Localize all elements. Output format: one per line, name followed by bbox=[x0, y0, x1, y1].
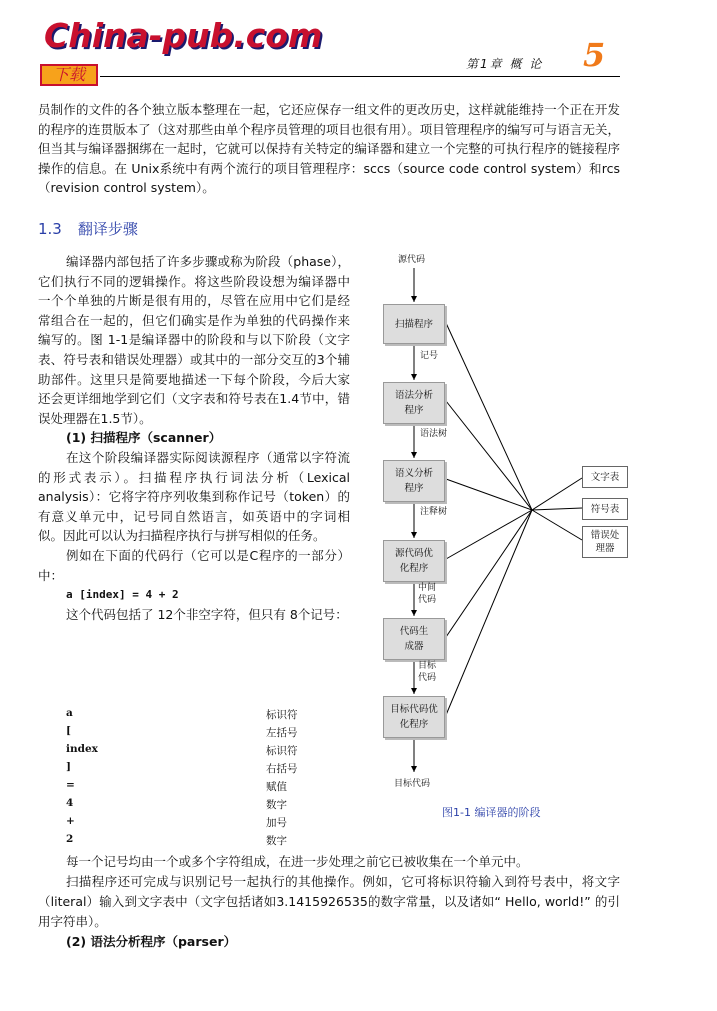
edge-label-target-code: 目标代码 bbox=[417, 661, 436, 683]
download-badge[interactable]: 下载 bbox=[40, 64, 98, 86]
code-line: a [index] = 4 + 2 bbox=[66, 588, 179, 602]
subheading-scanner: (1) 扫描程序（scanner） bbox=[66, 430, 222, 446]
paragraph-phases: 编译器内部包括了许多步骤或称为阶段（phase），它们执行不同的逻辑操作。将这些阶段设想为编译器中一个个单独的片断是很有用的，尽管在应用中它们是经常组合在一起的，但它们确实是作为单独的代码操作来编写的。图 1-1是编译器中的阶段和与以下阶段（文字表、符号表和错误处理器）或其中的一部分交互的3个辅助部件。这里只是简要地描述一下每个阶段，今后大家还会更详细地学到它们（文字表和符号表在1.4节中，错误处理器在1.5节）。 bbox=[38, 254, 350, 426]
fan-lines bbox=[446, 323, 582, 715]
paragraph-token-chars: 每一个记号均由一个或多个字符组成，在进一步处理之前它已被收集在一个单元中。 bbox=[66, 854, 529, 869]
intro-paragraph: 员制作的文件的各个独立版本整理在一起，它还应保存一组文件的更改历史，这样就能维持一个正在开发的程序的连贯版本了（这对那些由单个程序员管理的项目也很有用）。项目管理程序的编写可与语言无关，但当其与编译器捆绑在一起时，它就可以保持有关特定的编译器和建立一个完整的可执行程序的链接程序操作的信息。在 Unix系统中有两个流行的项目管理程序：sccs（source code control system）和rcs（revision control system）。 bbox=[38, 102, 620, 195]
stage-target-optimizer: 目标代码优化程序 bbox=[383, 696, 445, 738]
table-row: ] 右括号 bbox=[66, 761, 298, 775]
table-row: 2 数字 bbox=[66, 833, 287, 847]
figure-caption: 图1-1 编译器的阶段 bbox=[442, 806, 541, 819]
table-row: a 标识符 bbox=[66, 707, 298, 721]
table-row: index 标识符 bbox=[66, 743, 298, 757]
error-handler-box: 错误处理器 bbox=[582, 526, 628, 558]
edge-label-intermediate-code: 中间代码 bbox=[417, 583, 436, 605]
edge-label-syntax-tree: 语法树 bbox=[420, 429, 448, 439]
paragraph-tokens: 这个代码包括了 12个非空字符，但只有 8个记号： bbox=[66, 606, 348, 622]
table-row: [ 左括号 bbox=[66, 725, 298, 739]
section-number: 1.3 bbox=[38, 220, 62, 238]
paragraph-scanner: 在这个阶段编译器实际阅读源程序（通常以字符流的形式表示）。扫描程序执行词法分析（Lexical analysis）：它将字符序列收集到称作记号（token）的有意义单元中，记号同自然语言，如英语中的字词相似。因此可以认为扫描程序执行与拼写相似的任务。 bbox=[38, 449, 350, 544]
chapter-title: 第1章 概 论 bbox=[466, 57, 544, 71]
table-row: 4 数字 bbox=[66, 797, 287, 811]
section-title: 翻译步骤 bbox=[77, 220, 138, 238]
header-rule bbox=[100, 76, 620, 77]
subheading-parser: (2) 语法分析程序（parser） bbox=[66, 934, 237, 949]
section-heading bbox=[38, 218, 138, 239]
table-row: = 赋值 bbox=[66, 779, 287, 793]
stage-parser: 语法分析程序 bbox=[383, 382, 445, 424]
edge-label-annotated-tree: 注释树 bbox=[420, 507, 448, 517]
left-column bbox=[38, 252, 350, 624]
stage-source-optimizer: 源代码优化程序 bbox=[383, 540, 445, 582]
edge-label-tokens: 记号 bbox=[420, 351, 439, 361]
target-code-label: 目标代码 bbox=[394, 779, 431, 789]
closing-text bbox=[38, 852, 620, 952]
symbol-table-box: 符号表 bbox=[582, 498, 628, 520]
table-row: + 加号 bbox=[66, 815, 287, 829]
paragraph-example: 例如在下面的代码行（它可以是C程序的一部分）中： bbox=[38, 547, 350, 583]
stage-code-generator: 代码生成器 bbox=[383, 618, 445, 660]
page-number: 5 bbox=[583, 36, 606, 74]
china-pub-logo: China-pub.com bbox=[44, 16, 323, 55]
stage-scanner: 扫描程序 bbox=[383, 304, 445, 344]
literal-table-box: 文字表 bbox=[582, 466, 628, 488]
source-code-label: 源代码 bbox=[398, 255, 426, 265]
stage-semantic-analyzer: 语义分析程序 bbox=[383, 460, 445, 502]
paragraph-scanner-ops: 扫描程序还可完成与识别记号一起执行的其他操作。例如，它可将标识符输入到符号表中，将文字（literal）输入到文字表中（文字包括诸如3.1415926535的数字常量，以及诸如“ Hello, world!” 的引用字符串）。 bbox=[38, 874, 620, 929]
